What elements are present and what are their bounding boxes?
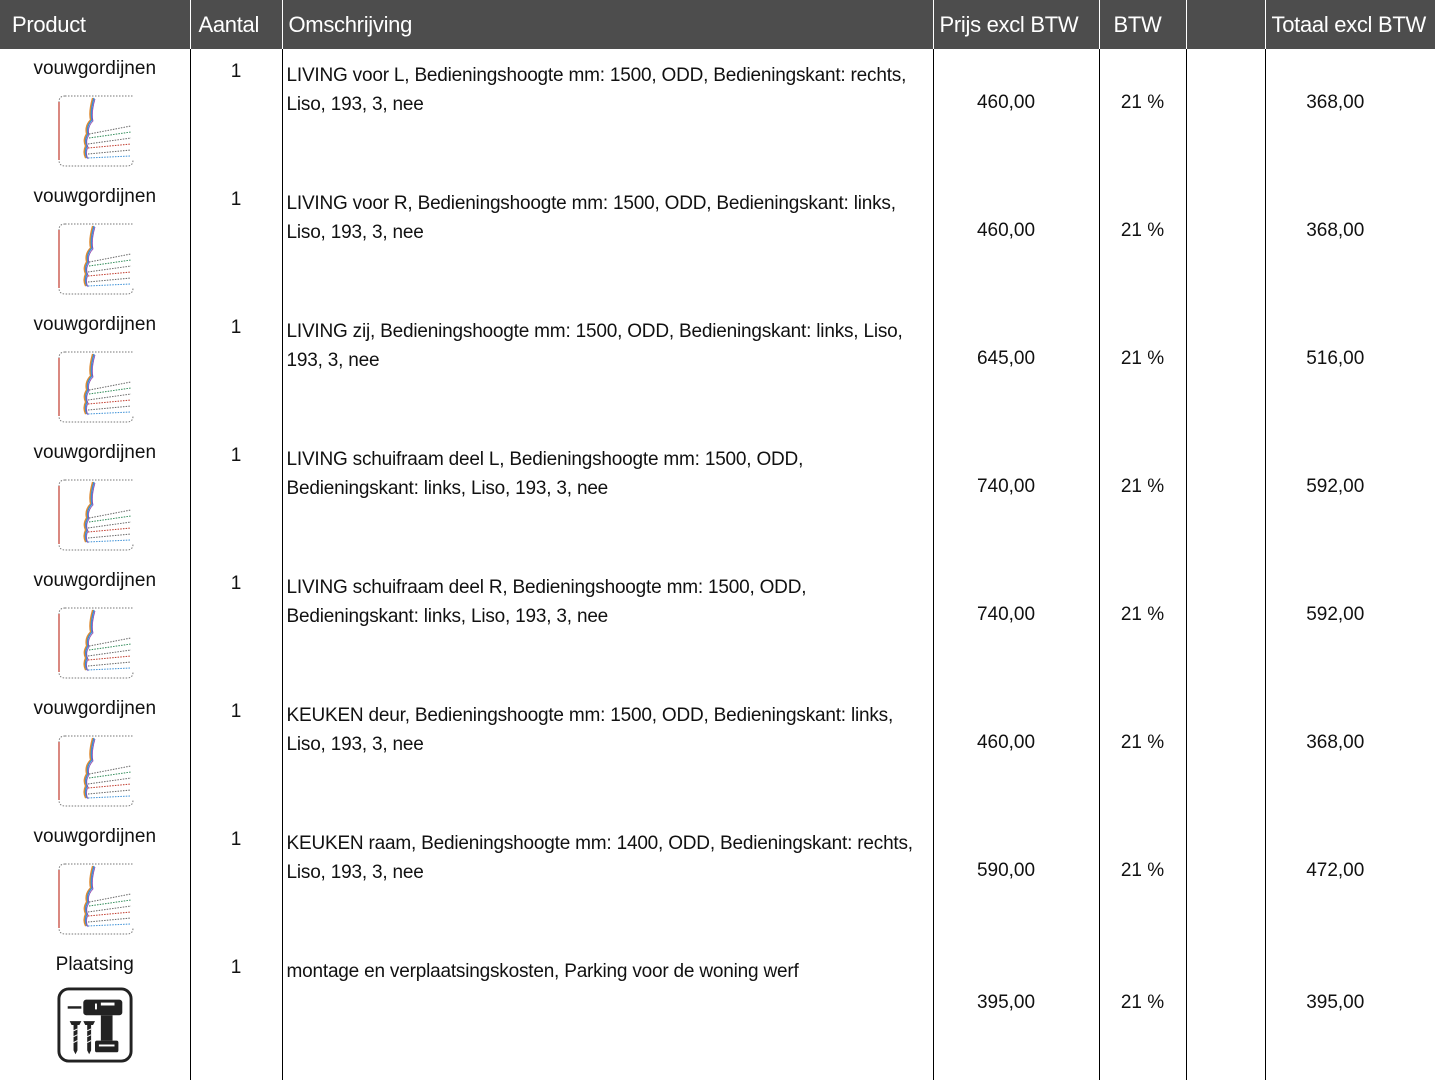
total-excl-vat: 592,00 bbox=[1265, 433, 1435, 561]
cell-product bbox=[0, 433, 190, 561]
quantity: 1 bbox=[230, 573, 242, 594]
cell-aantal bbox=[190, 177, 282, 305]
table-row bbox=[0, 689, 1435, 817]
cell-aantal bbox=[190, 305, 282, 433]
cell-omschrijving bbox=[282, 689, 933, 817]
cell-product bbox=[0, 689, 190, 817]
header-totaal: Totaal excl BTW bbox=[1265, 0, 1435, 49]
empty-cell bbox=[1186, 817, 1265, 945]
vat-rate: 21 % bbox=[1099, 689, 1186, 817]
header-empty bbox=[1186, 0, 1265, 49]
table-header-row bbox=[0, 0, 1435, 49]
cell-omschrijving bbox=[282, 433, 933, 561]
product-name: Plaatsing bbox=[55, 954, 134, 975]
vat-rate: 21 % bbox=[1099, 433, 1186, 561]
total-excl-vat: 516,00 bbox=[1265, 305, 1435, 433]
product-name: vouwgordijnen bbox=[33, 442, 157, 463]
quantity: 1 bbox=[230, 829, 242, 850]
cell-product bbox=[0, 177, 190, 305]
description: LIVING zij, Bedieningshoogte mm: 1500, ODD, Bedieningskant: links, Liso, 193, 3, nee bbox=[286, 321, 903, 371]
empty-cell bbox=[1186, 689, 1265, 817]
vat-rate: 21 % bbox=[1099, 49, 1186, 177]
price-excl-vat: 460,00 bbox=[933, 689, 1099, 817]
cell-omschrijving bbox=[282, 561, 933, 689]
cell-product bbox=[0, 561, 190, 689]
total-excl-vat: 395,00 bbox=[1265, 945, 1435, 1080]
quantity: 1 bbox=[230, 445, 242, 466]
folding-blind-icon bbox=[55, 730, 135, 810]
description: KEUKEN raam, Bedieningshoogte mm: 1400, ODD, Bedieningskant: rechts, Liso, 193, 3, nee bbox=[286, 833, 913, 883]
folding-blind-icon bbox=[55, 218, 135, 298]
cell-product bbox=[0, 49, 190, 177]
table-row bbox=[0, 177, 1435, 305]
total-excl-vat: 368,00 bbox=[1265, 49, 1435, 177]
price-excl-vat: 590,00 bbox=[933, 817, 1099, 945]
drill-screws-icon bbox=[56, 986, 134, 1064]
folding-blind-icon bbox=[55, 346, 135, 426]
total-excl-vat: 592,00 bbox=[1265, 561, 1435, 689]
vat-rate: 21 % bbox=[1099, 561, 1186, 689]
cell-aantal bbox=[190, 561, 282, 689]
price-excl-vat: 460,00 bbox=[933, 177, 1099, 305]
product-name: vouwgordijnen bbox=[33, 570, 157, 591]
empty-cell bbox=[1186, 433, 1265, 561]
vat-rate: 21 % bbox=[1099, 177, 1186, 305]
table-row bbox=[0, 945, 1435, 1080]
cell-product bbox=[0, 945, 190, 1080]
product-name: vouwgordijnen bbox=[33, 698, 157, 719]
price-excl-vat: 460,00 bbox=[933, 49, 1099, 177]
product-name: vouwgordijnen bbox=[33, 826, 157, 847]
cell-aantal bbox=[190, 49, 282, 177]
cell-aantal bbox=[190, 433, 282, 561]
cell-omschrijving bbox=[282, 177, 933, 305]
folding-blind-icon bbox=[55, 474, 135, 554]
quantity: 1 bbox=[230, 189, 242, 210]
cell-product bbox=[0, 817, 190, 945]
folding-blind-icon bbox=[55, 602, 135, 682]
product-name: vouwgordijnen bbox=[33, 314, 157, 335]
empty-cell bbox=[1186, 49, 1265, 177]
cell-product bbox=[0, 305, 190, 433]
table-row bbox=[0, 433, 1435, 561]
cell-omschrijving bbox=[282, 945, 933, 1080]
cell-aantal bbox=[190, 689, 282, 817]
product-name: vouwgordijnen bbox=[33, 186, 157, 207]
quantity: 1 bbox=[230, 957, 242, 978]
table-row bbox=[0, 817, 1435, 945]
price-excl-vat: 740,00 bbox=[933, 561, 1099, 689]
header-prijs: Prijs excl BTW bbox=[933, 0, 1099, 49]
header-product: Product bbox=[0, 0, 190, 49]
vat-rate: 21 % bbox=[1099, 945, 1186, 1080]
header-aantal: Aantal bbox=[190, 0, 282, 49]
quantity: 1 bbox=[230, 317, 242, 338]
price-excl-vat: 740,00 bbox=[933, 433, 1099, 561]
table-row bbox=[0, 305, 1435, 433]
description: KEUKEN deur, Bedieningshoogte mm: 1500, ODD, Bedieningskant: links, Liso, 193, 3, nee bbox=[286, 705, 894, 755]
vat-rate: 21 % bbox=[1099, 305, 1186, 433]
empty-cell bbox=[1186, 561, 1265, 689]
header-btw: BTW bbox=[1099, 0, 1186, 49]
cell-omschrijving bbox=[282, 305, 933, 433]
cell-aantal bbox=[190, 945, 282, 1080]
empty-cell bbox=[1186, 177, 1265, 305]
total-excl-vat: 368,00 bbox=[1265, 177, 1435, 305]
description: LIVING voor L, Bedieningshoogte mm: 1500, ODD, Bedieningskant: rechts, Liso, 193, 3, nee bbox=[286, 65, 907, 115]
total-excl-vat: 368,00 bbox=[1265, 689, 1435, 817]
cell-omschrijving bbox=[282, 49, 933, 177]
description: LIVING schuifraam deel L, Bedieningshoogte mm: 1500, ODD, Bedieningskant: links, Liso, 193, 3, nee bbox=[286, 449, 804, 499]
cell-omschrijving bbox=[282, 817, 933, 945]
cell-aantal bbox=[190, 817, 282, 945]
description: LIVING voor R, Bedieningshoogte mm: 1500, ODD, Bedieningskant: links, Liso, 193, 3, nee bbox=[286, 193, 896, 243]
table-row bbox=[0, 49, 1435, 177]
quantity: 1 bbox=[230, 61, 242, 82]
description: montage en verplaatsingskosten, Parking voor de woning werf bbox=[286, 961, 799, 982]
folding-blind-icon bbox=[55, 858, 135, 938]
quantity: 1 bbox=[230, 701, 242, 722]
price-excl-vat: 645,00 bbox=[933, 305, 1099, 433]
empty-cell bbox=[1186, 305, 1265, 433]
product-name: vouwgordijnen bbox=[33, 58, 157, 79]
header-omschrijving: Omschrijving bbox=[282, 0, 933, 49]
total-excl-vat: 472,00 bbox=[1265, 817, 1435, 945]
folding-blind-icon bbox=[55, 90, 135, 170]
vat-rate: 21 % bbox=[1099, 817, 1186, 945]
table-row bbox=[0, 561, 1435, 689]
price-excl-vat: 395,00 bbox=[933, 945, 1099, 1080]
empty-cell bbox=[1186, 945, 1265, 1080]
description: LIVING schuifraam deel R, Bedieningshoogte mm: 1500, ODD, Bedieningskant: links, Liso, 193, 3, nee bbox=[286, 577, 807, 627]
